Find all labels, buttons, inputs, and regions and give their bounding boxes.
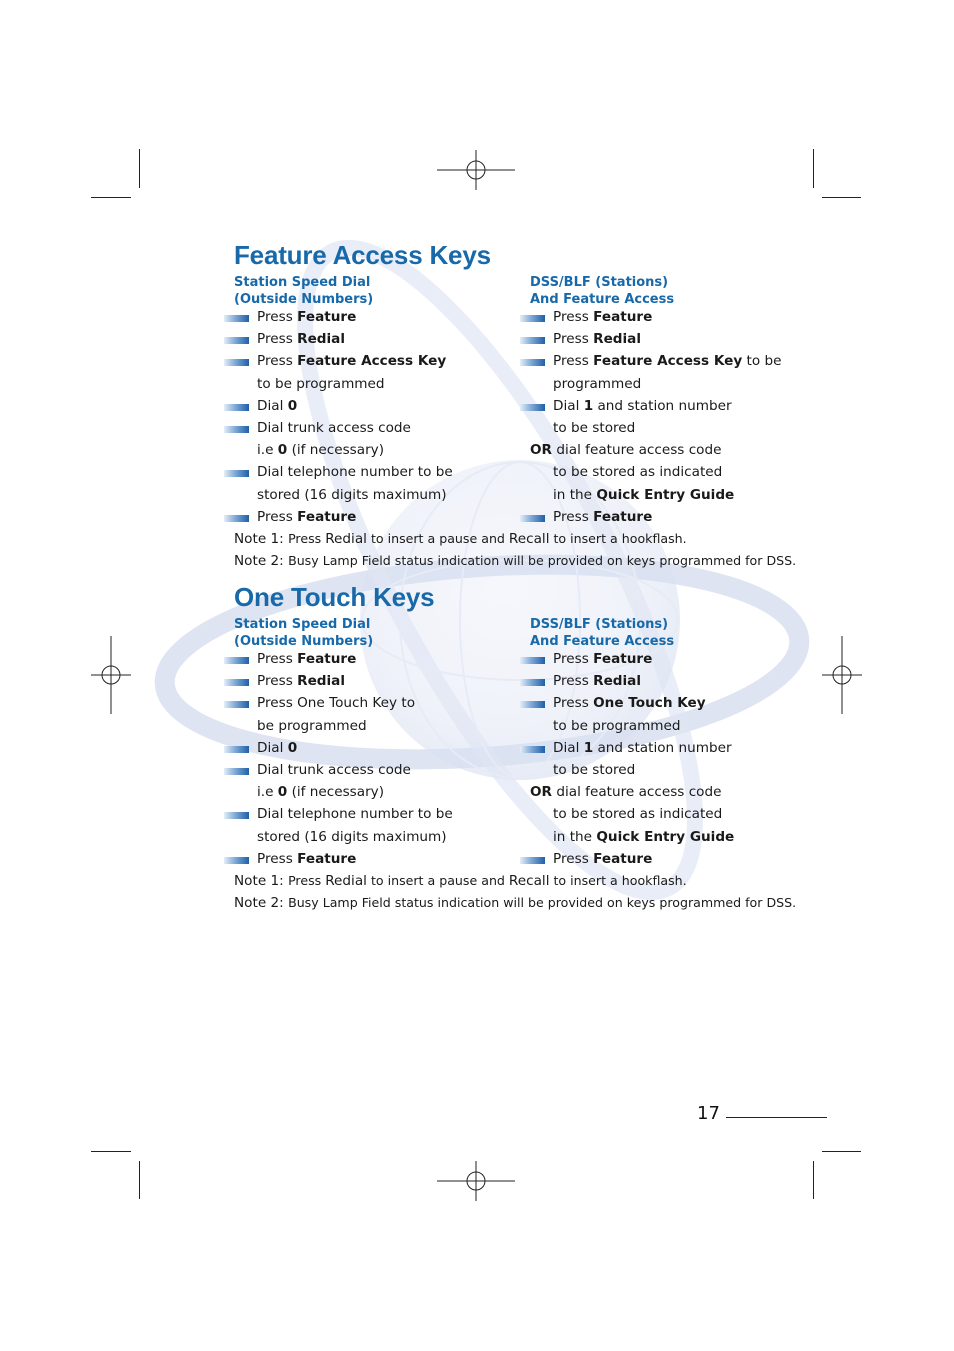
step-item: Press Feature Access Key xyxy=(234,350,453,372)
step-item: in the Quick Entry Guide xyxy=(553,828,735,845)
step-item: Dial trunk access code xyxy=(234,759,453,781)
bullet-icon xyxy=(520,679,545,686)
step-item: Press Feature xyxy=(234,506,453,528)
registration-mark-icon xyxy=(437,150,515,190)
step-list xyxy=(234,648,453,870)
step-item: OR dial feature access code xyxy=(530,442,722,459)
step-item: Press Feature Access Key to be xyxy=(530,350,782,372)
crop-mark xyxy=(813,1161,814,1199)
step-item: Press Redial xyxy=(234,670,453,692)
page-number: 17 xyxy=(697,1103,720,1124)
step-item: Press Feature xyxy=(234,306,453,328)
bullet-icon xyxy=(224,470,249,477)
right-column-heading: DSS/BLF (Stations) And Feature Access xyxy=(530,275,675,307)
step-item: Press Redial xyxy=(530,328,782,350)
step-item: i.e 0 (if necessary) xyxy=(257,784,385,801)
step-item: to be stored xyxy=(553,419,636,436)
step-item: Press Feature xyxy=(234,848,453,870)
bullet-icon xyxy=(520,515,545,522)
step-list xyxy=(530,648,734,870)
note-label: Note 1: xyxy=(234,873,289,889)
step-item: to be stored as indicated xyxy=(553,806,723,823)
step-item: Press Redial xyxy=(530,670,734,692)
bullet-icon xyxy=(520,657,545,664)
note xyxy=(234,870,687,892)
step-item: Dial trunk access code xyxy=(234,417,453,439)
section-title-one-touch-keys: One Touch Keys xyxy=(234,582,435,612)
step-item: i.e 0 (if necessary) xyxy=(257,442,385,459)
step-item: to be stored xyxy=(553,761,636,778)
bullet-icon xyxy=(224,359,249,366)
step-item: Dial 1 and station number xyxy=(530,395,782,417)
step-item: programmed xyxy=(553,375,642,392)
step-item: Press Feature xyxy=(234,648,453,670)
step-item: to be stored as indicated xyxy=(553,464,723,481)
bullet-icon xyxy=(520,746,545,753)
step-list xyxy=(530,306,782,528)
note xyxy=(234,528,687,550)
bullet-icon xyxy=(224,657,249,664)
step-item: Press One Touch Key xyxy=(530,692,734,714)
bullet-icon xyxy=(224,337,249,344)
step-item: in the Quick Entry Guide xyxy=(553,486,735,503)
step-item: Dial telephone number to be xyxy=(234,803,453,825)
left-column-heading: Station Speed Dial (Outside Numbers) xyxy=(234,617,374,649)
step-item: Dial 0 xyxy=(234,395,453,417)
step-item: Press Redial xyxy=(234,328,453,350)
step-item: OR dial feature access code xyxy=(530,784,722,801)
crop-mark xyxy=(813,149,814,188)
note-text: Busy Lamp Field status indication will be provided on keys programmed for DSS. xyxy=(288,895,797,910)
bullet-icon xyxy=(224,315,249,322)
note xyxy=(234,550,796,572)
step-item: Dial telephone number to be xyxy=(234,461,453,483)
step-item: Press Feature xyxy=(530,306,782,328)
bullet-icon xyxy=(520,359,545,366)
bullet-icon xyxy=(520,857,545,864)
bullet-icon xyxy=(224,426,249,433)
bullet-icon xyxy=(224,857,249,864)
step-item: Press Feature xyxy=(530,648,734,670)
step-item: Press Feature xyxy=(530,506,782,528)
crop-mark xyxy=(139,1161,140,1199)
bullet-icon xyxy=(224,812,249,819)
step-item: stored (16 digits maximum) xyxy=(257,486,447,503)
step-item: be programmed xyxy=(257,717,367,734)
step-list xyxy=(234,306,453,528)
note-label: Note 2: xyxy=(234,895,289,911)
bullet-icon xyxy=(224,515,249,522)
step-item: stored (16 digits maximum) xyxy=(257,828,447,845)
step-item: Dial 1 and station number xyxy=(530,737,734,759)
registration-mark-icon xyxy=(437,1161,515,1201)
crop-mark xyxy=(822,1151,861,1152)
bullet-icon xyxy=(520,404,545,411)
step-item: to be programmed xyxy=(257,375,385,392)
right-column-heading: DSS/BLF (Stations) And Feature Access xyxy=(530,617,675,649)
bullet-icon xyxy=(224,679,249,686)
note-text: Press Redial to insert a pause and Recall to insert a hookflash. xyxy=(288,873,687,889)
step-item: Press Feature xyxy=(530,848,734,870)
bullet-icon xyxy=(224,404,249,411)
step-item: to be programmed xyxy=(553,717,681,734)
note-text: Busy Lamp Field status indication will be provided on keys programmed for DSS. xyxy=(288,553,797,568)
step-item: Dial 0 xyxy=(234,737,453,759)
bullet-icon xyxy=(224,701,249,708)
bullet-icon xyxy=(224,768,249,775)
page-number-rule xyxy=(726,1117,827,1118)
bullet-icon xyxy=(520,315,545,322)
registration-mark-icon xyxy=(822,636,862,714)
section-title-feature-access-keys: Feature Access Keys xyxy=(234,240,491,270)
crop-mark xyxy=(822,197,861,198)
note xyxy=(234,892,796,914)
left-column-heading: Station Speed Dial (Outside Numbers) xyxy=(234,275,374,307)
bullet-icon xyxy=(520,701,545,708)
crop-mark xyxy=(139,149,140,188)
crop-mark xyxy=(91,1151,131,1152)
bullet-icon xyxy=(520,337,545,344)
step-item: Press One Touch Key to xyxy=(234,692,453,714)
note-label: Note 1: xyxy=(234,531,289,547)
registration-mark-icon xyxy=(91,636,131,714)
bullet-icon xyxy=(224,746,249,753)
crop-mark xyxy=(91,197,131,198)
note-label: Note 2: xyxy=(234,553,289,569)
note-text: Press Redial to insert a pause and Recall to insert a hookflash. xyxy=(288,531,687,547)
